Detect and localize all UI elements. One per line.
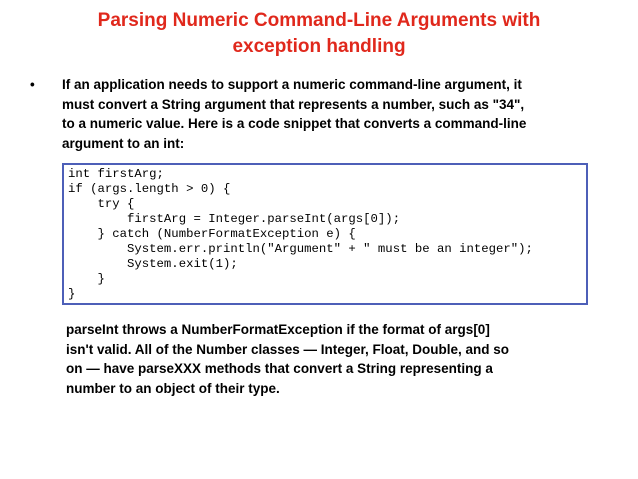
code-line: if (args.length > 0) { (68, 182, 231, 196)
bullet-text (62, 75, 615, 153)
note-line: parseInt throws a NumberFormatException if the format of args[0] (66, 322, 490, 337)
code-line: } (68, 272, 105, 286)
code-line: try { (68, 197, 135, 211)
code-line: } (68, 287, 76, 301)
bullet-line: to a numeric value. Here is a code snippet that converts a command-line (62, 116, 527, 131)
code-line: firstArg = Integer.parseInt(args[0]); (68, 212, 401, 226)
bullet-paragraph (30, 75, 615, 153)
bullet-dot-icon: • (30, 77, 35, 92)
code-line: System.exit(1); (68, 257, 238, 271)
code-line: System.err.println("Argument" + " must be an integer"); (68, 242, 533, 256)
code-snippet-box (62, 163, 588, 305)
bullet-line: argument to an int: (62, 135, 185, 151)
note-line: isn't valid. All of the Number classes — Integer, Float, Double, and so (66, 341, 510, 357)
title-line-2: exception handling (232, 36, 406, 57)
note-line: on — have parseXXX methods that convert a String representing a (66, 361, 493, 376)
bullet-line: must convert a String argument that represents a number, such as "34", (62, 96, 525, 112)
code-line: int firstArg; (68, 167, 164, 181)
explanation-paragraph (66, 320, 606, 398)
slide-title (20, 8, 618, 60)
bullet-line: If an application needs to support a numeric command-line argument, it (62, 77, 522, 92)
title-line-1: Parsing Numeric Command-Line Arguments with (97, 10, 541, 31)
note-line: number to an object of their type. (66, 380, 280, 396)
code-line: } catch (NumberFormatException e) { (68, 227, 356, 241)
